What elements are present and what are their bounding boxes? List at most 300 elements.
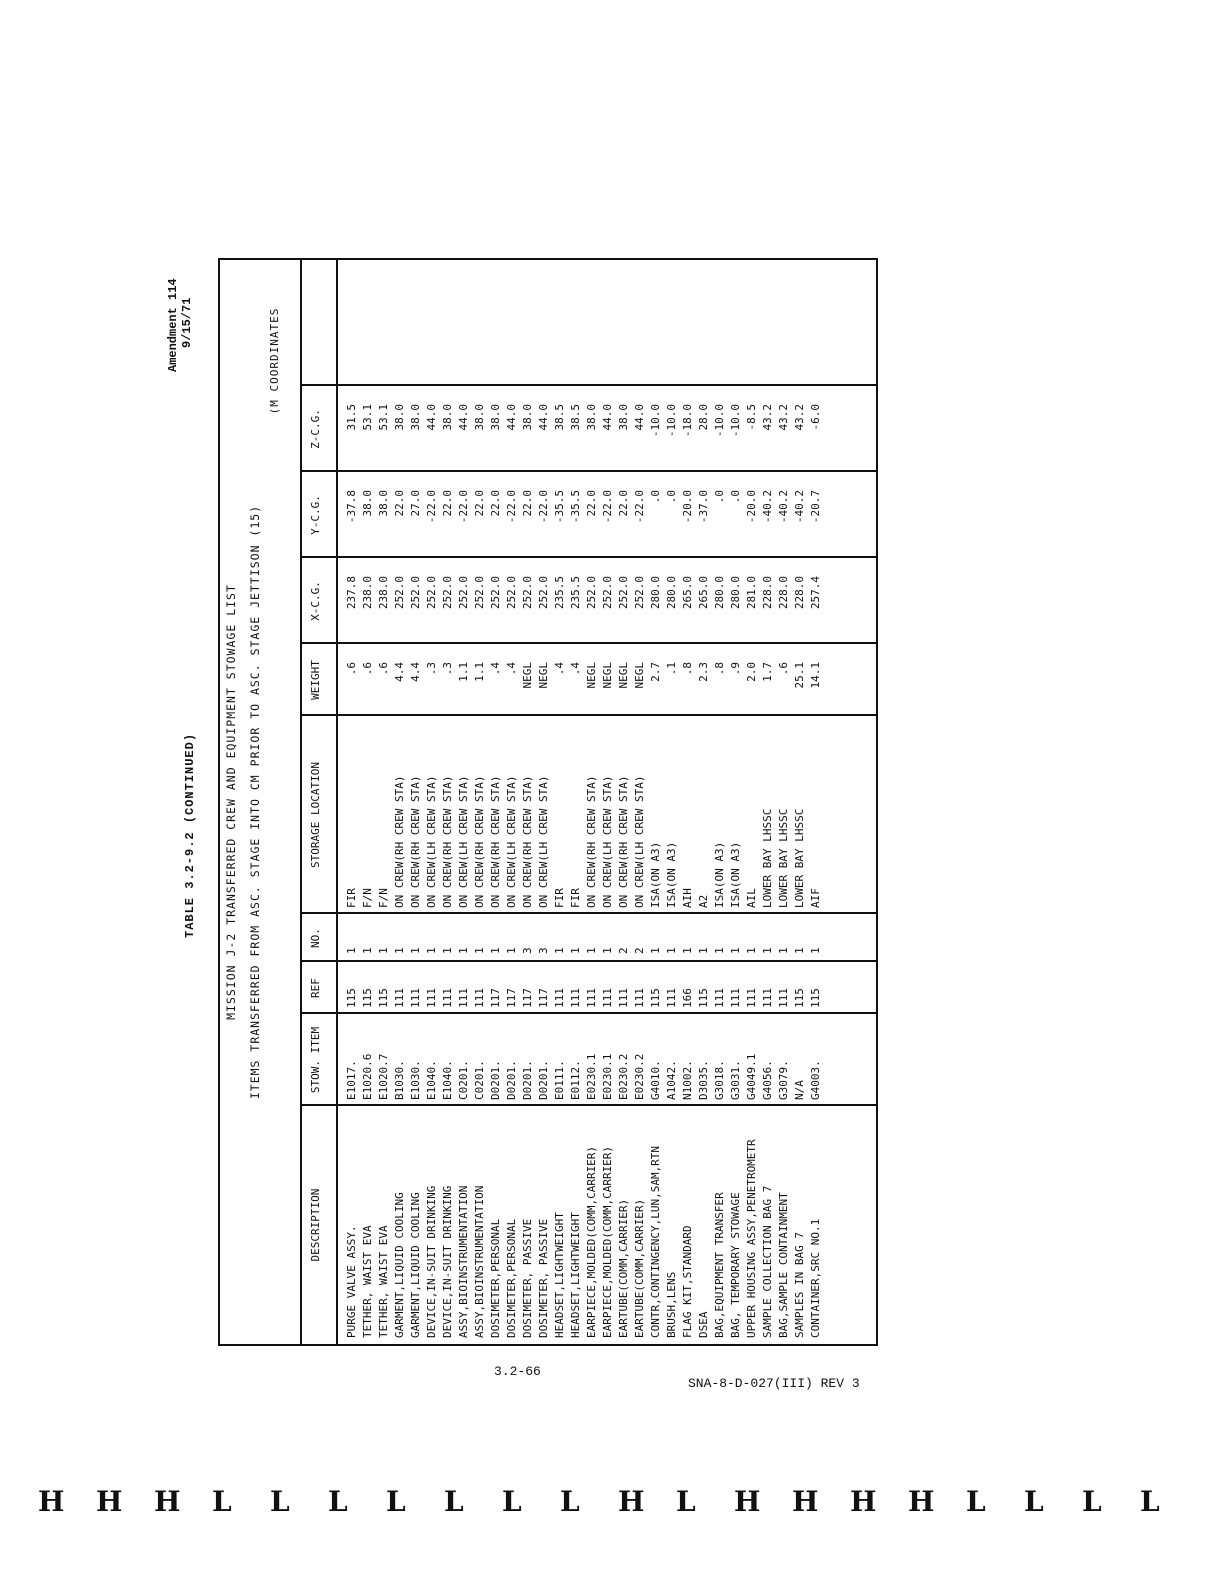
cell-loc: ON CREW(LH CREW STA) <box>457 775 470 908</box>
cell-wt: .8 <box>713 662 726 676</box>
cell-item: N1002. <box>681 1060 694 1100</box>
cell-loc: ON CREW(LH CREW STA) <box>633 775 646 908</box>
cell-no: 1 <box>409 947 422 954</box>
cell-no: 1 <box>473 947 486 954</box>
cell-ref: 117 <box>521 988 534 1008</box>
cell-desc: SAMPLES IN BAG 7 <box>793 1232 806 1338</box>
cell-x: 252.0 <box>601 576 614 610</box>
cell-desc: EARPIECE,MOLDED(COMM,CARRIER) <box>585 1145 598 1338</box>
cell-x: 280.0 <box>713 576 726 610</box>
cell-x: 237.8 <box>345 576 358 610</box>
film-edge-mark: L <box>560 1485 580 1518</box>
film-edge-mark: H <box>850 1485 877 1518</box>
cell-x: 252.0 <box>585 576 598 610</box>
header-ref: REF <box>309 978 322 998</box>
cell-item: G4003. <box>809 1060 822 1100</box>
cell-y: -37.0 <box>697 490 710 524</box>
film-edge-mark: L <box>1082 1485 1102 1518</box>
cell-desc: DSEA <box>697 1311 710 1338</box>
header-x-cg: X-C.G. <box>309 581 322 621</box>
cell-desc: EARTUBE(COMM,CARRIER) <box>633 1198 646 1338</box>
table-row <box>776 260 792 1344</box>
cell-item: E1040. <box>441 1060 454 1100</box>
film-edge-mark: L <box>328 1485 348 1518</box>
table-title: MISSION J-2 TRANSFERRED CREW AND EQUIPMENT STOWAGE LIST <box>224 584 238 1020</box>
cell-desc: DEVICE,IN-SUIT DRINKING <box>441 1185 454 1338</box>
cell-ref: 117 <box>489 988 502 1008</box>
cell-x: 252.0 <box>457 576 470 610</box>
cell-ref: 115 <box>697 988 710 1008</box>
cell-y: .0 <box>665 490 678 504</box>
cell-y: 22.0 <box>489 490 502 517</box>
cell-no: 1 <box>777 947 790 954</box>
cell-item: E0230.1 <box>585 1053 598 1100</box>
film-edge-mark: H <box>96 1485 123 1518</box>
cell-y: -22.0 <box>633 490 646 524</box>
cell-y: -22.0 <box>505 490 518 524</box>
cell-ref: 111 <box>393 988 406 1008</box>
cell-z: 44.0 <box>425 404 438 431</box>
cell-item: E1020.7 <box>377 1053 390 1100</box>
cell-no: 1 <box>761 947 774 954</box>
cell-wt: 2.7 <box>649 662 662 682</box>
cell-desc: DEVICE,IN-SUIT DRINKING <box>425 1185 438 1338</box>
cell-loc: F/N <box>377 888 390 908</box>
cell-ref: 115 <box>793 988 806 1008</box>
cell-z: -18.0 <box>681 404 694 438</box>
cell-loc: F/N <box>361 888 374 908</box>
cell-ref: 111 <box>617 988 630 1008</box>
cell-x: 265.0 <box>681 576 694 610</box>
cell-item: E0112. <box>569 1060 582 1100</box>
cell-no: 1 <box>665 947 678 954</box>
cell-wt: .3 <box>425 662 438 676</box>
header-no: NO. <box>309 928 322 948</box>
film-edge-mark: H <box>38 1485 65 1518</box>
cell-item: B1030. <box>393 1060 406 1100</box>
cell-desc: TETHER, WAIST EVA <box>377 1225 390 1338</box>
cell-no: 1 <box>729 947 742 954</box>
cell-wt: NEGL <box>521 662 534 689</box>
cell-ref: 115 <box>377 988 390 1008</box>
cell-z: 38.0 <box>585 404 598 431</box>
cell-y: -22.0 <box>457 490 470 524</box>
film-edge-mark: H <box>734 1485 761 1518</box>
cell-item: D0201. <box>521 1060 534 1100</box>
cell-no: 2 <box>633 947 646 954</box>
header-weight: WEIGHT <box>309 660 322 700</box>
table-row <box>552 260 568 1344</box>
film-edge-mark: H <box>908 1485 935 1518</box>
cell-ref: 111 <box>601 988 614 1008</box>
cell-wt: 4.4 <box>409 662 422 682</box>
cell-x: 252.0 <box>425 576 438 610</box>
cell-y: 38.0 <box>361 490 374 517</box>
cell-x: 252.0 <box>537 576 550 610</box>
header-bottom-rule <box>336 260 338 1344</box>
cell-desc: EARTUBE(COMM,CARRIER) <box>617 1198 630 1338</box>
cell-x: 238.0 <box>377 576 390 610</box>
cell-wt: .4 <box>569 662 582 676</box>
cell-x: 235.5 <box>553 576 566 610</box>
cell-loc: AIH <box>681 888 694 908</box>
table-row <box>504 260 520 1344</box>
cell-y: -20.7 <box>809 490 822 524</box>
cell-ref: 111 <box>457 988 470 1008</box>
cell-wt: 1.1 <box>457 662 470 682</box>
table-row <box>600 260 616 1344</box>
cell-ref: 111 <box>729 988 742 1008</box>
cell-x: 280.0 <box>729 576 742 610</box>
cell-item: E0230.2 <box>617 1053 630 1100</box>
film-edge-mark: H <box>154 1485 181 1518</box>
cell-y: 22.0 <box>521 490 534 517</box>
cell-z: 44.0 <box>457 404 470 431</box>
cell-desc: DOSIMETER,PERSONAL <box>489 1218 502 1338</box>
cell-wt: .6 <box>777 662 790 676</box>
table-row <box>648 260 664 1344</box>
table-row <box>344 260 360 1344</box>
cell-wt: .4 <box>489 662 502 676</box>
cell-loc: ON CREW(RH CREW STA) <box>585 775 598 908</box>
cell-wt: .6 <box>377 662 390 676</box>
cell-x: 252.0 <box>505 576 518 610</box>
cell-no: 1 <box>745 947 758 954</box>
cell-loc: ON CREW(LH CREW STA) <box>425 775 438 908</box>
cell-ref: 111 <box>633 988 646 1008</box>
cell-desc: BAG,SAMPLE CONTAINMENT <box>777 1192 790 1338</box>
cell-desc: BAG, TEMPORARY STOWAGE <box>729 1192 742 1338</box>
cell-wt: .9 <box>729 662 742 676</box>
cell-x: 228.0 <box>777 576 790 610</box>
cell-y: .0 <box>713 490 726 504</box>
cell-wt: .4 <box>553 662 566 676</box>
cell-desc: SAMPLE COLLECTION BAG 7 <box>761 1185 774 1338</box>
cell-item: N/A <box>793 1080 806 1100</box>
film-edge-mark: L <box>386 1485 406 1518</box>
cell-z: 31.5 <box>345 404 358 431</box>
cell-item: E0111. <box>553 1060 566 1100</box>
cell-ref: 115 <box>345 988 358 1008</box>
cell-no: 1 <box>793 947 806 954</box>
cell-y: -22.0 <box>601 490 614 524</box>
table-body <box>344 260 824 1344</box>
cell-z: 43.2 <box>777 404 790 431</box>
table-subtitle: ITEMS TRANSFERRED FROM ASC. STAGE INTO CM PRIOR TO ASC. STAGE JETTISON (15) <box>248 504 262 1100</box>
cell-ref: 111 <box>665 988 678 1008</box>
cell-wt: .8 <box>681 662 694 676</box>
cell-x: 252.0 <box>473 576 486 610</box>
cell-no: 3 <box>537 947 550 954</box>
cell-loc: ON CREW(RH CREW STA) <box>521 775 534 908</box>
cell-x: 252.0 <box>409 576 422 610</box>
film-edge-mark: L <box>270 1485 290 1518</box>
cell-item: A1042. <box>665 1060 678 1100</box>
table-row <box>488 260 504 1344</box>
cell-ref: 111 <box>569 988 582 1008</box>
cell-desc: TETHER, WAIST EVA <box>361 1225 374 1338</box>
cell-desc: FLAG KIT,STANDARD <box>681 1225 694 1338</box>
cell-item: D0201. <box>505 1060 518 1100</box>
cell-y: -37.8 <box>345 490 358 524</box>
cell-z: 38.5 <box>569 404 582 431</box>
cell-y: -40.2 <box>761 490 774 524</box>
cell-wt: 25.1 <box>793 662 806 689</box>
film-edge-mark: L <box>1140 1485 1160 1518</box>
cell-item: G4010. <box>649 1060 662 1100</box>
cell-z: -10.0 <box>713 404 726 438</box>
cell-wt: 1.7 <box>761 662 774 682</box>
cell-z: -10.0 <box>729 404 742 438</box>
cell-loc: ON CREW(LH CREW STA) <box>505 775 518 908</box>
header-y-cg: Y-C.G. <box>309 495 322 535</box>
cell-item: C0201. <box>457 1060 470 1100</box>
cell-z: 43.2 <box>793 404 806 431</box>
table-row <box>808 260 824 1344</box>
film-edge-mark: L <box>444 1485 464 1518</box>
cell-ref: 111 <box>761 988 774 1008</box>
table-row <box>632 260 648 1344</box>
cell-z: -10.0 <box>649 404 662 438</box>
cell-ref: 111 <box>441 988 454 1008</box>
cell-ref: 111 <box>745 988 758 1008</box>
cell-x: 257.4 <box>809 576 822 610</box>
cell-z: 44.0 <box>601 404 614 431</box>
cell-z: 38.0 <box>393 404 406 431</box>
table-row <box>360 260 376 1344</box>
cell-ref: 111 <box>777 988 790 1008</box>
cell-z: 28.0 <box>697 404 710 431</box>
header-description: DESCRIPTION <box>309 1188 322 1262</box>
cell-desc: HEADSET,LIGHTWEIGHT <box>569 1212 582 1338</box>
cell-y: 22.0 <box>393 490 406 517</box>
table-row <box>440 260 456 1344</box>
amendment-label: Amendment 114 <box>166 278 180 372</box>
film-edge-mark: H <box>792 1485 819 1518</box>
cell-z: 53.1 <box>377 404 390 431</box>
cell-y: -20.0 <box>681 490 694 524</box>
film-edge-mark: L <box>966 1485 986 1518</box>
cell-x: 280.0 <box>665 576 678 610</box>
cell-item: D3035. <box>697 1060 710 1100</box>
cell-wt: 1.1 <box>473 662 486 682</box>
cell-y: 27.0 <box>409 490 422 517</box>
header-top-rule <box>300 260 302 1344</box>
cell-z: 38.0 <box>441 404 454 431</box>
cell-item: E1040. <box>425 1060 438 1100</box>
cell-ref: 117 <box>537 988 550 1008</box>
cell-wt: .4 <box>505 662 518 676</box>
cell-no: 1 <box>649 947 662 954</box>
cell-y: -22.0 <box>537 490 550 524</box>
cell-z: 38.5 <box>553 404 566 431</box>
cell-item: G3031. <box>729 1060 742 1100</box>
table-row <box>728 260 744 1344</box>
table-row <box>568 260 584 1344</box>
cell-no: 1 <box>569 947 582 954</box>
cell-wt: 4.4 <box>393 662 406 682</box>
cell-item: D0201. <box>489 1060 502 1100</box>
cell-wt: NEGL <box>617 662 630 689</box>
cell-desc: EARPIECE,MOLDED(COMM,CARRIER) <box>601 1145 614 1338</box>
cell-x: 252.0 <box>633 576 646 610</box>
cell-no: 2 <box>617 947 630 954</box>
cell-loc: LOWER BAY LHSSC <box>777 808 790 908</box>
cell-item: G4056. <box>761 1060 774 1100</box>
amendment-date: 9/15/71 <box>180 297 194 348</box>
table-row <box>696 260 712 1344</box>
cell-no: 1 <box>697 947 710 954</box>
cell-no: 1 <box>505 947 518 954</box>
table-row <box>424 260 440 1344</box>
cell-wt: NEGL <box>601 662 614 689</box>
table-row <box>584 260 600 1344</box>
cell-ref: 111 <box>425 988 438 1008</box>
page-number: 3.2-66 <box>494 1364 541 1379</box>
table-row <box>456 260 472 1344</box>
header-z-cg: Z-C.G. <box>309 409 322 449</box>
cell-desc: BAG,EQUIPMENT TRANSFER <box>713 1192 726 1338</box>
cell-desc: ASSY,BIOINSTRUMENTATION <box>473 1185 486 1338</box>
cell-ref: 115 <box>649 988 662 1008</box>
cell-desc: UPPER HOUSING ASSY,PENETROMETR <box>745 1139 758 1338</box>
cell-item: E1020.6 <box>361 1053 374 1100</box>
cell-loc: ON CREW(RH CREW STA) <box>441 775 454 908</box>
table-row <box>792 260 808 1344</box>
table-row <box>536 260 552 1344</box>
cell-no: 1 <box>441 947 454 954</box>
cell-z: -8.5 <box>745 404 758 431</box>
cell-x: 252.0 <box>441 576 454 610</box>
film-edge-mark: L <box>1024 1485 1044 1518</box>
cell-loc: A2 <box>697 894 710 908</box>
cell-loc: ON CREW(RH CREW STA) <box>393 775 406 908</box>
cell-loc: ON CREW(RH CREW STA) <box>489 775 502 908</box>
cell-z: 44.0 <box>633 404 646 431</box>
cell-ref: 111 <box>585 988 598 1008</box>
table-caption: TABLE 3.2-9.2 (CONTINUED) <box>183 732 197 938</box>
cell-loc: ON CREW(LH CREW STA) <box>601 775 614 908</box>
cell-loc: LOWER BAY LHSSC <box>793 808 806 908</box>
cell-loc: ON CREW(RH CREW STA) <box>617 775 630 908</box>
cell-item: E0230.2 <box>633 1053 646 1100</box>
stowage-table <box>218 258 878 1346</box>
cell-desc: BRUSH,LENS <box>665 1271 678 1338</box>
cell-wt: .3 <box>441 662 454 676</box>
cell-no: 1 <box>457 947 470 954</box>
cell-wt: 2.3 <box>697 662 710 682</box>
cell-y: .0 <box>649 490 662 504</box>
cell-z: 43.2 <box>761 404 774 431</box>
table-row <box>712 260 728 1344</box>
cell-wt: NEGL <box>585 662 598 689</box>
cell-no: 1 <box>425 947 438 954</box>
cell-z: 44.0 <box>537 404 550 431</box>
cell-x: 252.0 <box>617 576 630 610</box>
cell-ref: 111 <box>473 988 486 1008</box>
cell-loc: LOWER BAY LHSSC <box>761 808 774 908</box>
film-edge-mark: L <box>212 1485 232 1518</box>
cell-desc: GARMENT,LIQUID COOLING <box>393 1192 406 1338</box>
cell-desc: DOSIMETER, PASSIVE <box>537 1218 550 1338</box>
table-row <box>744 260 760 1344</box>
cell-ref: 166 <box>681 988 694 1008</box>
cell-no: 1 <box>585 947 598 954</box>
table-row <box>472 260 488 1344</box>
cell-wt: NEGL <box>537 662 550 689</box>
table-row <box>664 260 680 1344</box>
cell-no: 1 <box>601 947 614 954</box>
cell-wt: .6 <box>345 662 358 676</box>
cell-y: 22.0 <box>617 490 630 517</box>
cell-y: -35.5 <box>569 490 582 524</box>
cell-y: .0 <box>729 490 742 504</box>
cell-z: 53.1 <box>361 404 374 431</box>
cell-no: 1 <box>713 947 726 954</box>
cell-no: 1 <box>393 947 406 954</box>
cell-item: E0230.1 <box>601 1053 614 1100</box>
cell-ref: 111 <box>553 988 566 1008</box>
cell-x: 228.0 <box>793 576 806 610</box>
cell-z: 38.0 <box>409 404 422 431</box>
cell-desc: GARMENT,LIQUID COOLING <box>409 1192 422 1338</box>
cell-loc: ISA(ON A3) <box>649 841 662 908</box>
cell-loc: FIR <box>553 888 566 908</box>
cell-loc: ISA(ON A3) <box>665 841 678 908</box>
cell-z: -10.0 <box>665 404 678 438</box>
cell-y: 22.0 <box>441 490 454 517</box>
header-stow-item: STOW. ITEM <box>309 1026 322 1094</box>
table-row <box>760 260 776 1344</box>
cell-desc: PURGE VALVE ASSY. <box>345 1225 358 1338</box>
table-row <box>392 260 408 1344</box>
cell-item: E1030. <box>409 1060 422 1100</box>
cell-item: E1017. <box>345 1060 358 1100</box>
cell-loc: AIF <box>809 888 822 908</box>
cell-loc: ON CREW(LH CREW STA) <box>537 775 550 908</box>
cell-z: 38.0 <box>489 404 502 431</box>
cell-y: -20.0 <box>745 490 758 524</box>
cell-desc: ASSY,BIOINSTRUMENTATION <box>457 1185 470 1338</box>
cell-x: 238.0 <box>361 576 374 610</box>
cell-z: 38.0 <box>521 404 534 431</box>
cell-no: 1 <box>489 947 502 954</box>
film-edge-mark: H <box>618 1485 645 1518</box>
cell-z: 38.0 <box>473 404 486 431</box>
cell-x: 281.0 <box>745 576 758 610</box>
cell-wt: 2.0 <box>745 662 758 682</box>
coordinates-label: (M COORDINATES <box>268 307 281 415</box>
cell-y: -40.2 <box>777 490 790 524</box>
cell-loc: AIL <box>745 888 758 908</box>
cell-x: 252.0 <box>489 576 502 610</box>
cell-loc: ON CREW(RH CREW STA) <box>473 775 486 908</box>
cell-z: 44.0 <box>505 404 518 431</box>
cell-x: 280.0 <box>649 576 662 610</box>
cell-y: 38.0 <box>377 490 390 517</box>
cell-item: C0201. <box>473 1060 486 1100</box>
cell-ref: 115 <box>361 988 374 1008</box>
cell-desc: HEADSET,LIGHTWEIGHT <box>553 1212 566 1338</box>
cell-y: -40.2 <box>793 490 806 524</box>
cell-desc: CONTAINER,SRC NO.1 <box>809 1218 822 1338</box>
cell-x: 265.0 <box>697 576 710 610</box>
table-row <box>680 260 696 1344</box>
cell-y: -35.5 <box>553 490 566 524</box>
cell-loc: FIR <box>569 888 582 908</box>
cell-item: D0201. <box>537 1060 550 1100</box>
cell-wt: .6 <box>361 662 374 676</box>
